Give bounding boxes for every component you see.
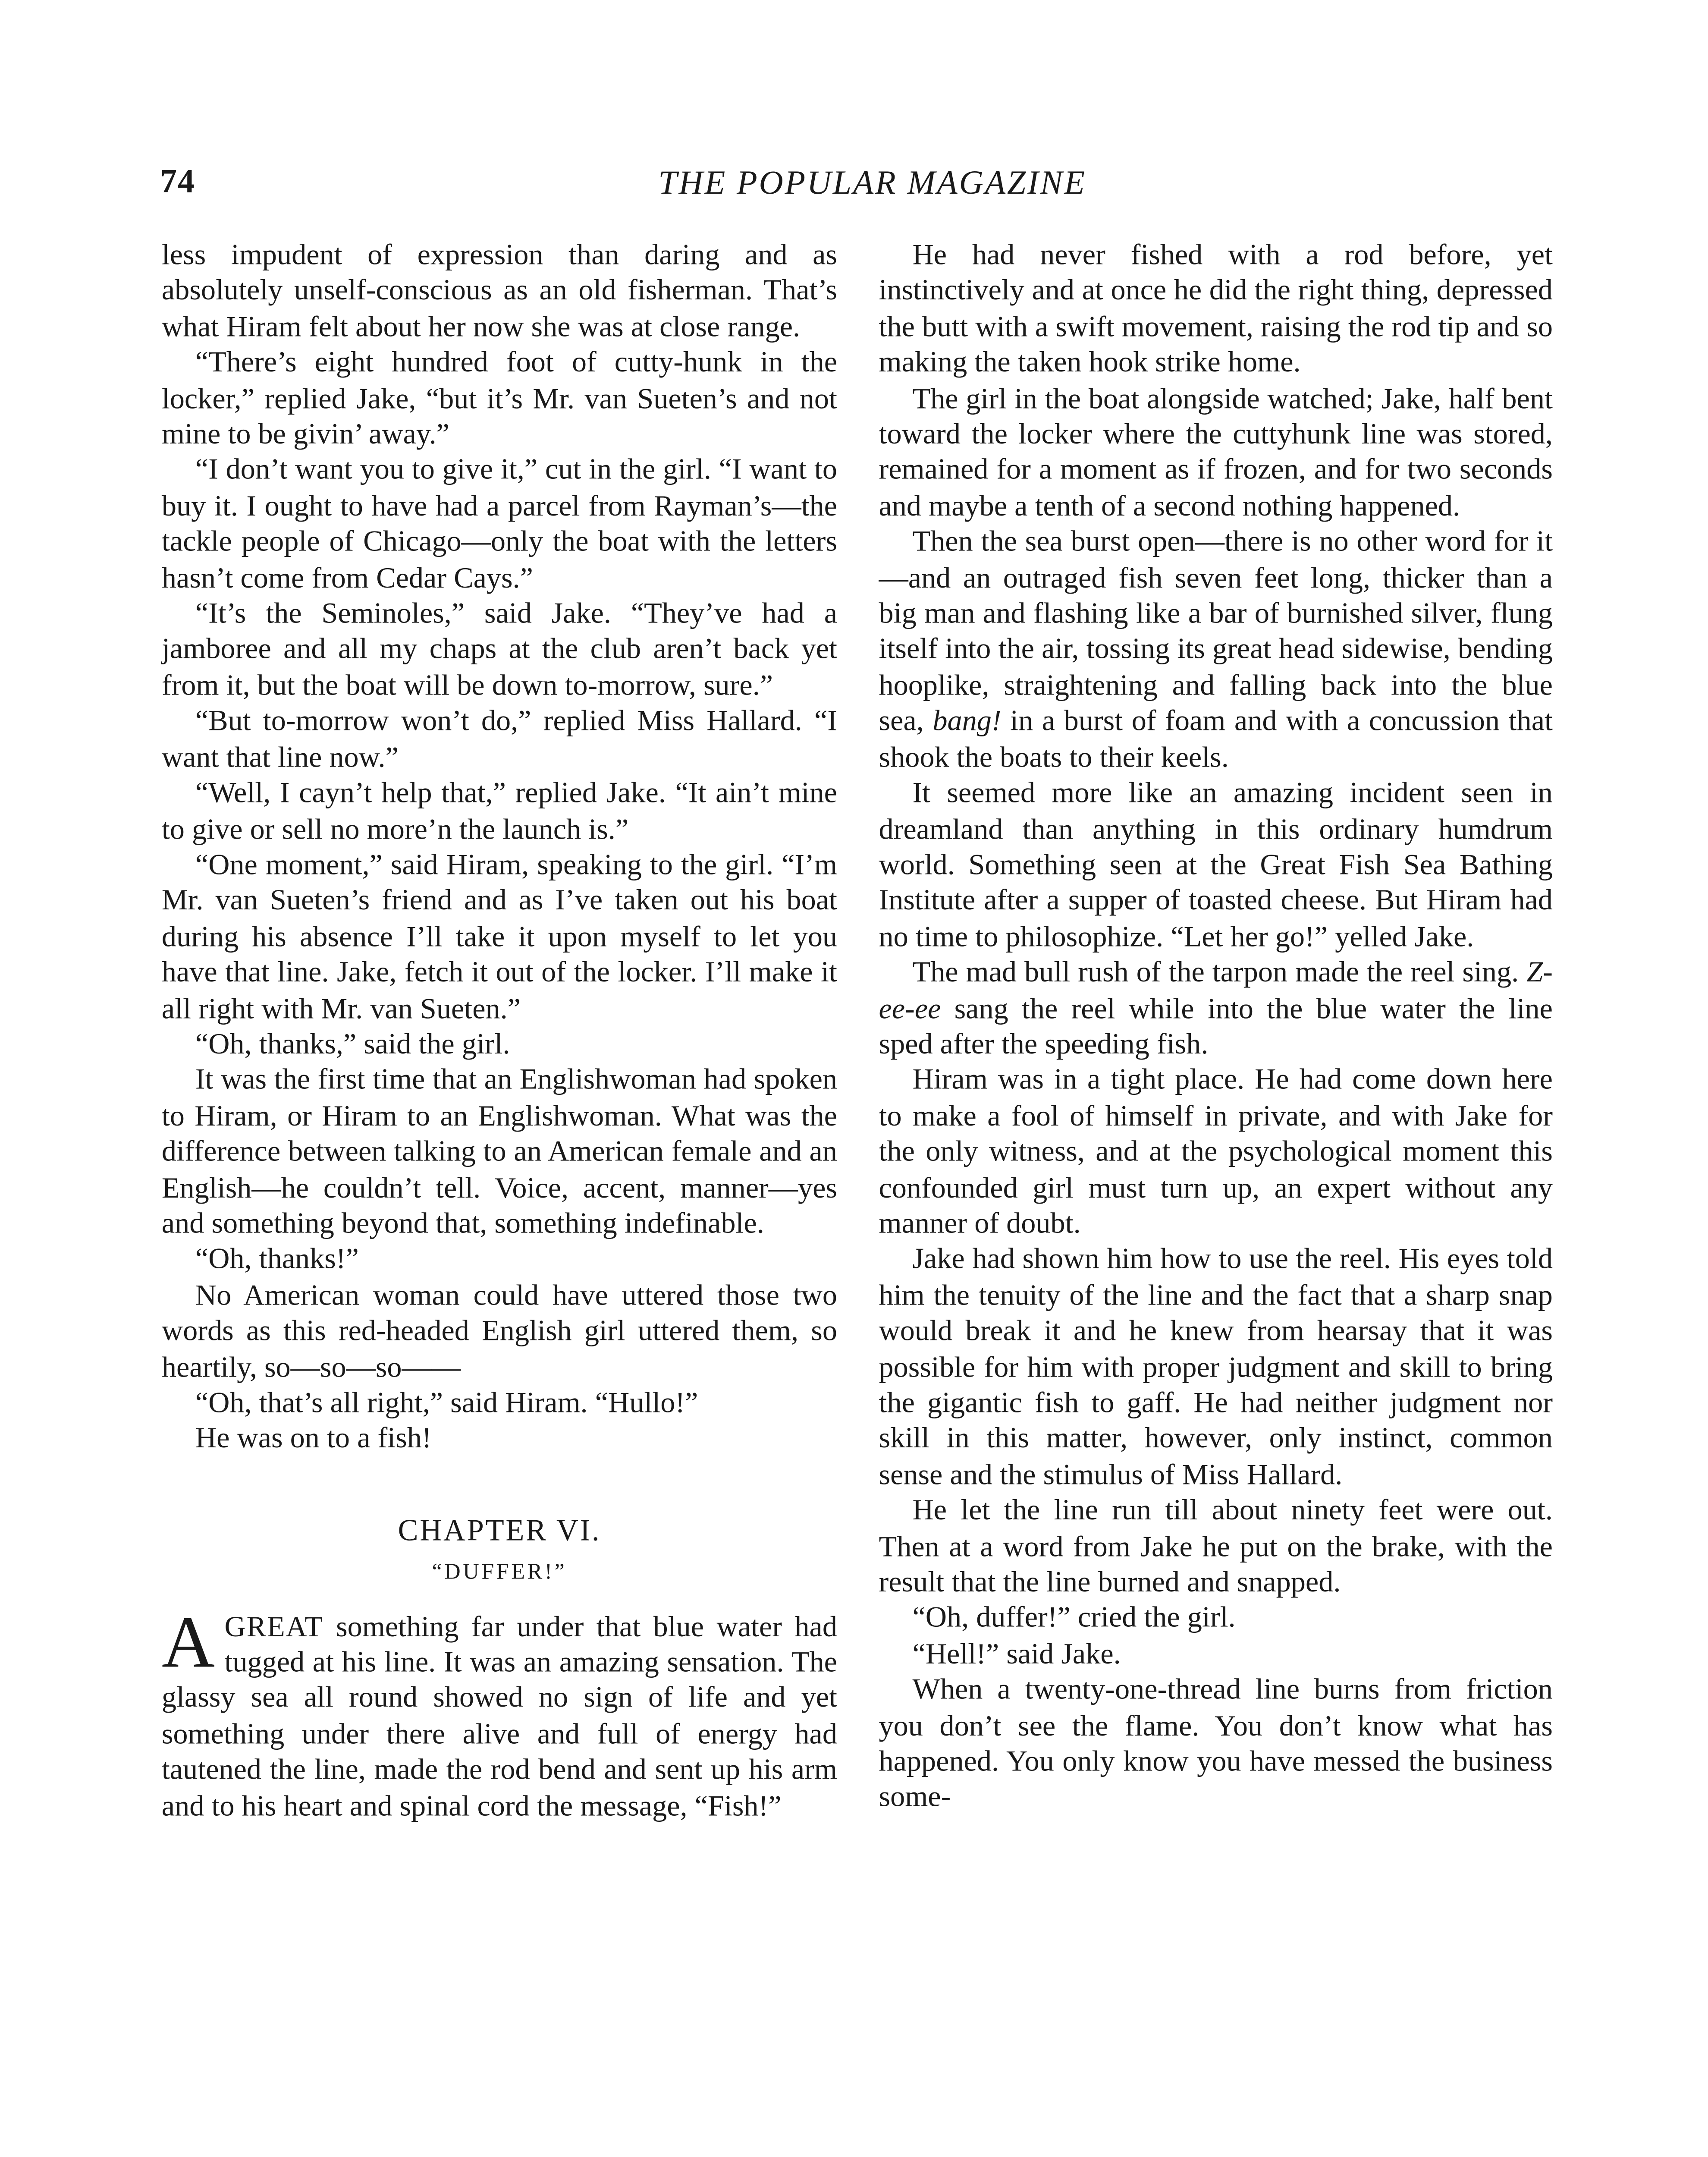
paragraph: No American woman could have uttered those two words as this red-headed English girl uttered them, so heartily, so—so—so——	[161, 1279, 838, 1383]
drop-cap: A	[161, 1600, 215, 1682]
paragraph: It was the first time that an Englishwoman had spoken to Hiram, or Hiram to an Englishwoman. What was the difference between talking to an American female and an English—he couldn’t tell. Voice, accent, manner—yes and something beyond that, something indefinable.	[161, 1063, 838, 1239]
paragraph: “One moment,” said Hiram, speaking to the girl. “I’m Mr. van Sueten’s friend and as I’ve taken out his boat during his absence I’ll take it upon myself to let you have that line. Jake, fetch it out of the locker. I’ll make it all right with Mr. van Sueten.”	[161, 848, 838, 1024]
paragraph: “But to-morrow won’t do,” replied Miss Hallard. “I want that line now.”	[161, 705, 838, 773]
paragraph: Jake had shown him how to use the reel. His eyes told him the tenuity of the line and the fact that a sharp snap would break it and he knew from hearsay that it was possible for him with proper judgment and skill to bring the gigantic fish to gaff. He had neither judgment nor skill in this matter, however, only instinct, common sense and the stimulus of Miss Hallard.	[879, 1243, 1553, 1490]
paragraph-text: sang the reel while into the blue water the line sped after the speeding fish.	[879, 992, 1553, 1060]
right-column	[879, 237, 1553, 1815]
paragraph: “Hell!” said Jake.	[912, 1638, 1121, 1670]
paragraph: “It’s the Seminoles,” said Jake. “They’ve had a jamboree and all my chaps at the club aren’t back yet from it, but the boat will be down to-morrow, sure.”	[161, 597, 838, 701]
paragraph-text: in a burst of foam and with a concussion that shook the boats to their keels.	[879, 705, 1553, 773]
paragraph-text: something far under that blue water had tugged at his line. It was an amazing sensation. The glassy sea all round showed no sign of life and yet something under there alive and full of energy had tautened the line, made the rod bend and sent up his arm and to his heart and spinal cord the message, “Fish!”	[161, 1610, 838, 1822]
paragraph: He let the line run till about ninety feet were out. Then at a word from Jake he put on the brake, with the result that the line burned and snapped.	[879, 1494, 1553, 1598]
paragraph: “Oh, that’s all right,” said Hiram. “Hullo!”	[195, 1386, 698, 1419]
paragraph	[879, 954, 1553, 1062]
paragraph: Hiram was in a tight place. He had come down here to make a fool of himself in private, and with Jake for the only witness, and at the psychological moment this confounded girl must turn up, an expert without any manner of doubt.	[879, 1063, 1553, 1239]
paragraph: less impudent of expression than daring and as absolutely unself-conscious as an old fisherman. That’s what Hiram felt about her now she was at close range.	[161, 238, 838, 343]
chapter-opening-paragraph	[161, 1600, 838, 1824]
paragraph: He had never fished with a rod before, yet instinctively and at once he did the right thing, depressed the butt with a swift movement, raising the rod tip and so making the taken hook strike home.	[879, 238, 1553, 378]
paragraph: When a twenty-one-thread line burns from friction you don’t see the flame. You don’t know what has happened. You only know you have messed the business some-	[879, 1673, 1553, 1813]
paragraph	[879, 524, 1553, 775]
paragraph: “I don’t want you to give it,” cut in the girl. “I want to buy it. I ought to have had a parcel from Rayman’s—the tackle people of Chicago—only the boat with the letters hasn’t come from Cedar Cays.”	[161, 453, 838, 594]
paragraph: “Oh, thanks,” said the girl.	[195, 1028, 510, 1060]
italic-word: Z-ee-ee	[879, 956, 1553, 1024]
paragraph: He was on to a fish!	[195, 1422, 432, 1455]
paragraph: “Well, I cayn’t help that,” replied Jake. “It ain’t mine to give or sell no more’n the launch is.”	[161, 777, 838, 845]
paragraph-text: Then the sea burst open—there is no other word for it—and an outraged fish seven feet long, thicker than a big man and flashing like a bar of burnished silver, flung itself into the air, tossing its great head sidewise, bending hooplike, straightening and falling back into the blue sea,	[879, 525, 1553, 737]
paragraph: The girl in the boat alongside watched; Jake, half bent toward the locker where the cuttyhunk line was stored, remained for a moment as if frozen, and for two seconds and maybe a tenth of a second nothing happened.	[879, 382, 1553, 522]
lead-word: GREAT	[224, 1610, 323, 1642]
chapter-subtitle: “DUFFER!”	[432, 1561, 567, 1585]
running-title: THE POPULAR MAGAZINE	[658, 163, 1086, 202]
paragraph: “Oh, duffer!” cried the girl.	[912, 1601, 1236, 1634]
page-number: 74	[160, 161, 195, 200]
paragraph: It seemed more like an amazing incident seen in dreamland than anything in this ordinary humdrum world. Something seen at the Great Fish Sea Bathing Institute after a supper of toasted cheese. But Hiram had no time to philosophize. “Let her go!” yelled Jake.	[879, 777, 1553, 953]
paragraph-text: The mad bull rush of the tarpon made the reel sing.	[912, 956, 1527, 988]
italic-word: bang!	[932, 705, 1002, 737]
paragraph: “There’s eight hundred foot of cutty-hunk in the locker,” replied Jake, “but it’s Mr. van Sueten’s and not mine to be givin’ away.”	[161, 346, 838, 450]
left-column	[162, 237, 837, 1824]
paragraph: “Oh, thanks!”	[195, 1243, 359, 1275]
chapter-title: CHAPTER VI.	[398, 1514, 601, 1548]
